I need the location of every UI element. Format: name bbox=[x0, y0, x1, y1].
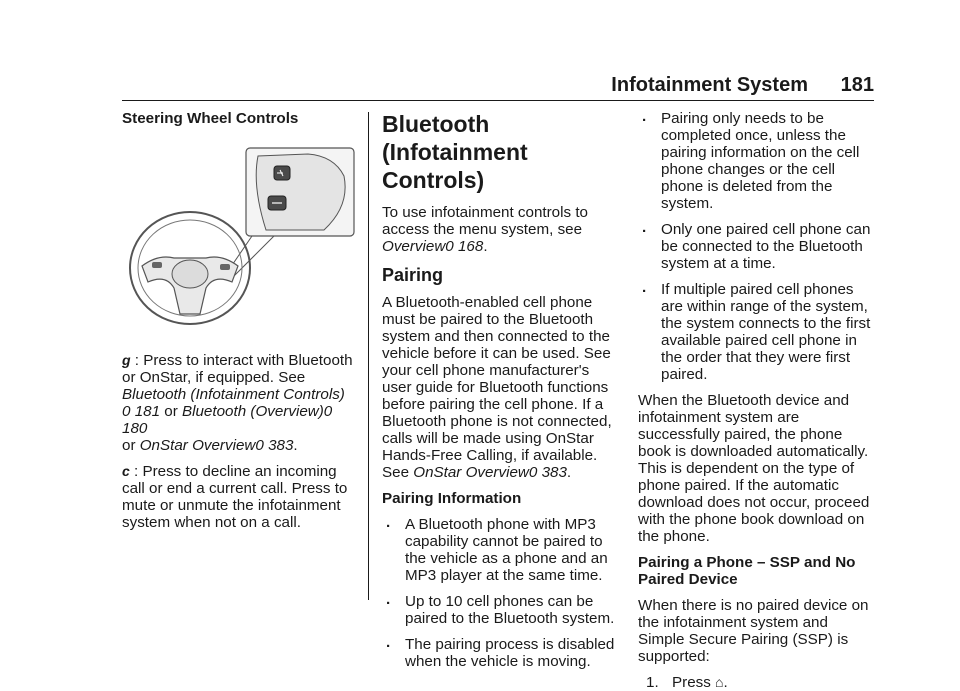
callout-line-2 bbox=[232, 236, 274, 278]
steering-wheel-controls-heading: Steering Wheel Controls bbox=[122, 110, 299, 127]
step-number: 1. bbox=[646, 674, 659, 691]
bullet-marker: . bbox=[642, 279, 647, 296]
page-number: 181 bbox=[840, 74, 874, 96]
list-item: . Pairing only needs to be completed once, unless the pairing information on the cell phone changes or the cell phone is deleted from the system. bbox=[642, 108, 860, 212]
ref-onstar-overview[interactable]: OnStar Overview bbox=[413, 464, 529, 481]
pairing-heading: Pairing bbox=[382, 265, 444, 285]
bluetooth-section-title: Bluetooth (Infotainment Controls) bbox=[382, 111, 528, 193]
end-call-button-description: c : Press to decline an incoming call or end a current call. Press to mute or unmute the infotainment system when not on a call. bbox=[122, 463, 348, 531]
page-ref-marker: 0 bbox=[122, 403, 131, 420]
column-3 bbox=[638, 110, 878, 691]
list-item: . Only one paired cell phone can be connected to the Bluetooth system at a time. bbox=[642, 219, 871, 272]
list-item: . Up to 10 cell phones can be paired to the Bluetooth system. bbox=[386, 591, 615, 627]
bullet-marker: . bbox=[642, 219, 647, 236]
home-icon: ⌂ bbox=[715, 674, 724, 690]
ref-onstar-overview[interactable]: OnStar Overview bbox=[139, 437, 256, 454]
ref-bluetooth-infotainment[interactable]: Bluetooth (Infotainment Controls) bbox=[122, 386, 345, 403]
list-item: . The pairing process is disabled when the vehicle is moving. bbox=[386, 634, 615, 670]
voice-button-description: g : Press to interact with Bluetooth or OnStar, if equipped. See Bluetooth (Infotainment Controls) 0 181 or Bluetooth (Overview)0 180 or OnStar Overview0 383. bbox=[122, 352, 353, 454]
end-call-icon: c bbox=[122, 463, 130, 479]
ref-page[interactable]: 180 bbox=[122, 420, 148, 437]
pairing-information-heading: Pairing Information bbox=[382, 490, 522, 507]
ref-overview[interactable]: Overview bbox=[382, 238, 446, 255]
page-header bbox=[122, 72, 874, 101]
ref-page[interactable]: 168 bbox=[457, 238, 484, 255]
ssp-intro-paragraph: When there is no paired device on the infotainment system and Simple Secure Pairing (SSP) is supported: bbox=[638, 597, 869, 665]
column-1 bbox=[122, 110, 354, 136]
pairing-ssp-heading: Pairing a Phone – SSP and No Paired Device bbox=[638, 554, 856, 588]
page-ref-marker: 0 bbox=[323, 403, 333, 420]
voice-recognition-icon: g bbox=[122, 352, 131, 368]
inset-wheel-spoke bbox=[256, 154, 345, 230]
ref-page[interactable]: 383 bbox=[541, 464, 567, 481]
step-item: 1. Press ⌂. bbox=[646, 674, 728, 691]
ref-page[interactable]: 181 bbox=[134, 403, 161, 420]
ref-page[interactable]: 383 bbox=[268, 437, 294, 454]
pairing-paragraph: A Bluetooth-enabled cell phone must be paired to the Bluetooth system and then connected to the vehicle before it can be used. See your cell phone manufacturer's user guide for Bluetooth functions before pairing the cell phone. If a Bluetooth phone is not connected, calls will be made using OnStar Hands-Free Calling, if available. See OnStar Overview0 383. bbox=[382, 294, 612, 481]
bullet-marker: . bbox=[386, 634, 391, 651]
column-divider bbox=[368, 112, 369, 600]
steering-wheel-illustration bbox=[128, 146, 356, 328]
left-spoke-buttons bbox=[152, 262, 162, 268]
page-ref-marker: 0 bbox=[528, 464, 538, 481]
column-2 bbox=[382, 110, 620, 679]
bullet-marker: . bbox=[386, 514, 391, 531]
page-ref-marker: 0 bbox=[445, 238, 454, 255]
phone-book-paragraph: When the Bluetooth device and infotainment system are successfully paired, the phone book is downloaded automatically. This is dependent on the type of phone paired. If the automatic download does not occur, proceed with the phone book download on the phone. bbox=[638, 392, 870, 545]
section-title: Infotainment System bbox=[611, 74, 808, 96]
list-item: . A Bluetooth phone with MP3 capability cannot be paired to the vehicle as a phone and an MP3 player at the same time. bbox=[386, 514, 608, 584]
list-item: . If multiple paired cell phones are within range of the system, the system connects to the first available paired cell phone in the order that they were first paired. bbox=[642, 279, 871, 383]
bullet-marker: . bbox=[642, 108, 647, 125]
column-1-text bbox=[122, 352, 354, 540]
bullet-marker: . bbox=[386, 591, 391, 608]
page-ref-marker: 0 bbox=[255, 437, 264, 454]
wheel-center-pad bbox=[172, 260, 208, 288]
ref-bluetooth-overview[interactable]: Bluetooth (Overview) bbox=[181, 403, 324, 420]
right-spoke-buttons bbox=[220, 264, 230, 270]
bluetooth-intro: To use infotainment controls to access the menu system, see Overview0 168. bbox=[382, 204, 588, 255]
